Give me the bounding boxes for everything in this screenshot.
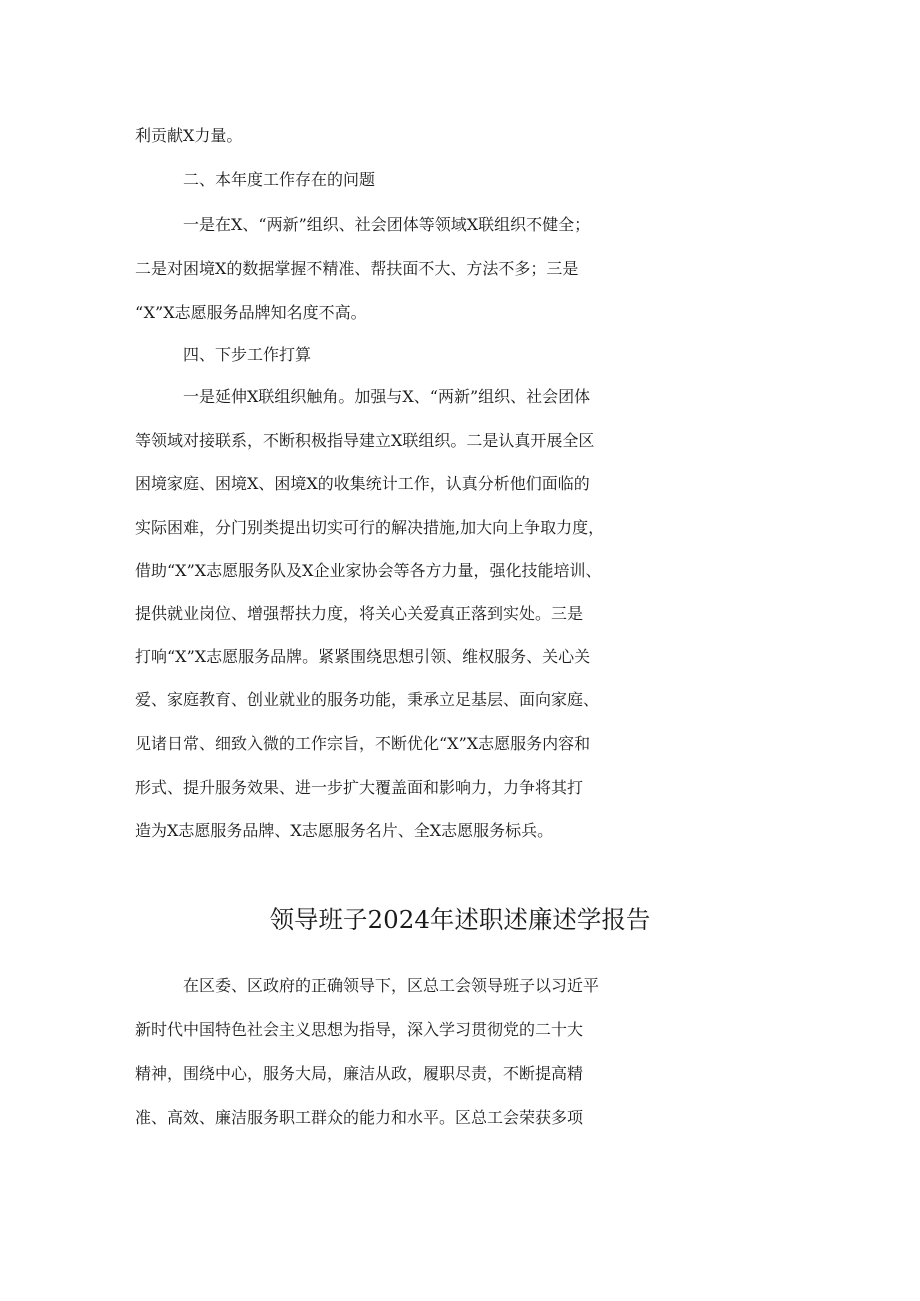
paragraph-line: 困境家庭、困境X、困境X的收集统计工作，认真分析他们面临的: [135, 474, 590, 493]
paragraph-line: 利贡献X力量。: [135, 126, 243, 145]
paragraph-line: 二是对困境X的数据掌握不精准、帮扶面不大、方法不多；三是: [135, 259, 579, 278]
paragraph-line: “X”X志愿服务品牌知名度不高。: [135, 303, 367, 322]
paragraph-line: 等领域对接联系，不断积极指导建立X联组织。二是认真开展全区: [135, 431, 595, 450]
paragraph-line: 在区委、区政府的正确领导下，区总工会领导班子以习近平: [183, 976, 600, 995]
paragraph-line: 提供就业岗位、增强帮扶力度，将关心关爱真正落到实处。三是: [135, 604, 584, 623]
section-heading-next-steps: 四、下步工作打算: [183, 345, 312, 364]
report-title: 领导班子2024年述职述廉述学报告: [269, 905, 651, 934]
paragraph-line: 精神，围绕中心，服务大局，廉洁从政，履职尽责，不断提高精: [135, 1064, 584, 1083]
section-heading-problems: 二、本年度工作存在的问题: [183, 170, 376, 189]
paragraph-line: 新时代中国特色社会主义思想为指导，深入学习贯彻党的二十大: [135, 1020, 584, 1039]
paragraph-line: 形式、提升服务效果、进一步扩大覆盖面和影响力，力争将其打: [135, 778, 584, 797]
paragraph-line: 见诸日常、细致入微的工作宗旨，不断优化“X”X志愿服务内容和: [135, 734, 591, 753]
paragraph-line: 实际困难，分门别类提出切实可行的解决措施,加大向上争取力度，: [135, 518, 605, 537]
paragraph-line: 打响“X”X志愿服务品牌。紧紧围绕思想引领、维权服务、关心关: [135, 647, 591, 666]
paragraph-line: 造为X志愿服务品牌、X志愿服务名片、全X志愿服务标兵。: [135, 821, 554, 840]
paragraph-line: 借助“X”X志愿服务队及X企业家协会等各方力量，强化技能培训、: [135, 561, 602, 580]
paragraph-line: 爱、家庭教育、创业就业的服务功能，秉承立足基层、面向家庭、: [135, 690, 600, 709]
paragraph-line: 一是延伸X联组织触角。加强与X、“两新”组织、社会团体: [183, 387, 591, 406]
paragraph-line: 一是在X、“两新”组织、社会团体等领域X联组织不健全；: [183, 215, 591, 234]
paragraph-line: 准、高效、廉洁服务职工群众的能力和水平。区总工会荣获多项: [135, 1108, 584, 1127]
